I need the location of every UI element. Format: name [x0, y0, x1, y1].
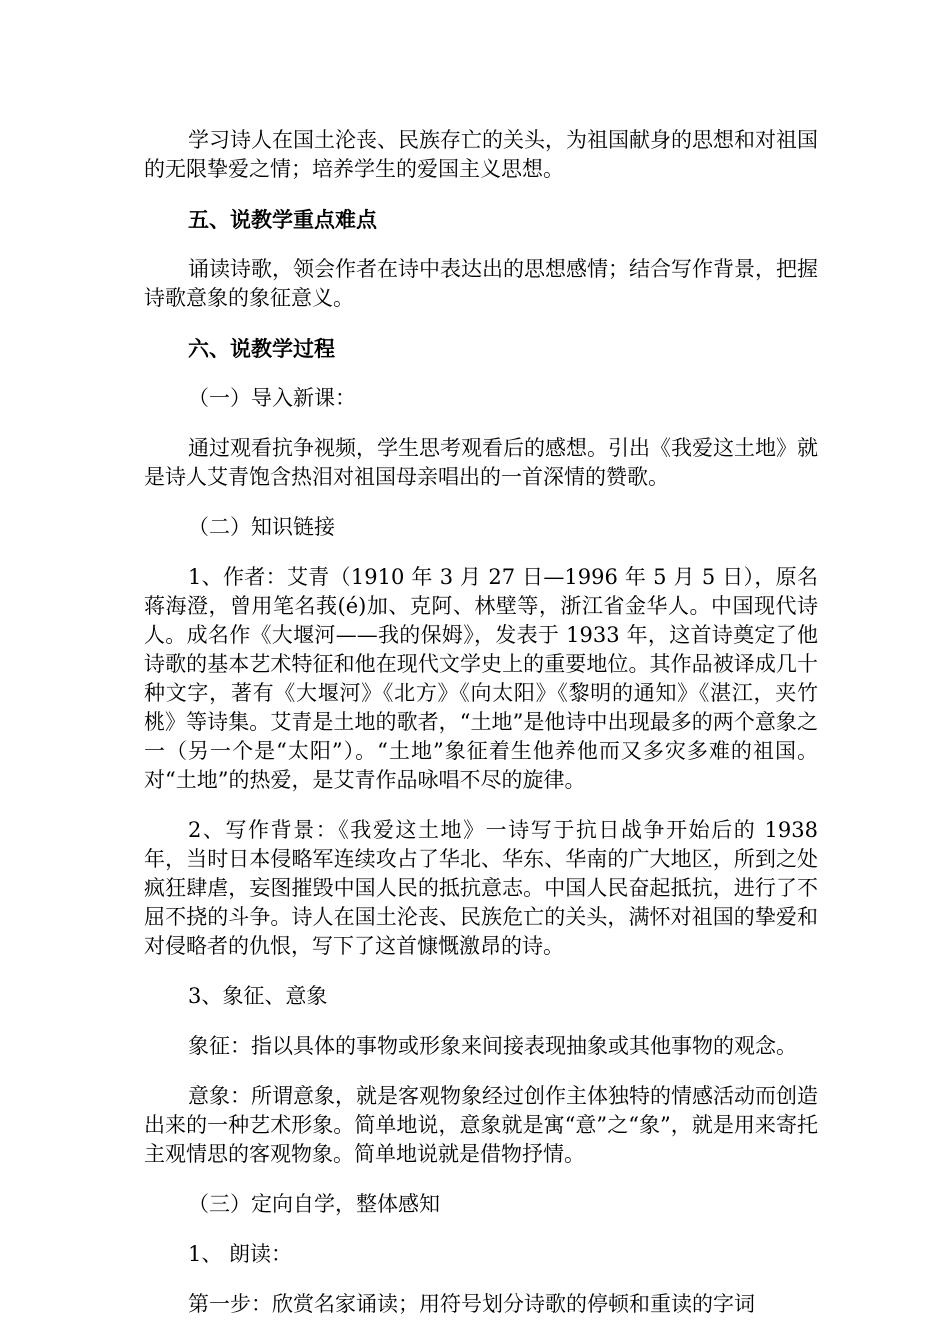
document-page: [144, 126, 818, 1340]
symbol-image-heading: 3、象征、意象: [188, 984, 328, 1008]
reading-step-one: 第一步：欣赏名家诵读；用符号划分诗歌的停顿和重读的字词: [188, 1292, 755, 1316]
goal-paragraph: 学习诗人在国土沦丧、民族存亡的关头，为祖国献身的思想和对祖国的无限挚爱之情；培养学生的爱国主义思想。: [144, 128, 818, 181]
subheading-introduction: （一）导入新课：: [188, 386, 356, 410]
background-paragraph: 2、写作背景：《我爱这土地》一诗写于抗日战争开始后的 1938 年，当时日本侵略军连续攻占了华北、华东、华南的广大地区，所到之处疯狂肆虐，妄图摧毁中国人民的抵抗意志。中国人民奋起抵抗，进行了不屈不挠的斗争。诗人在国土沦丧、民族危亡的关头，满怀对祖国的挚爱和对侵略者的仇恨，写下了这首慷慨激昂的诗。: [144, 818, 818, 958]
section-heading-teaching-process: 六、说教学过程: [188, 336, 335, 361]
reading-item: 1、 朗读：: [188, 1242, 293, 1266]
image-definition: 意象：所谓意象，就是客观物象经过创作主体独特的情感活动而创造出来的一种艺术形象。简单地说，意象就是寓“意”之“象”，就是用来寄托主观情思的客观物象。简单地说就是借物抒情。: [144, 1084, 818, 1166]
subheading-knowledge-links: （二）知识链接: [188, 515, 335, 539]
symbol-definition: 象征：指以具体的事物或形象来间接表现抽象或其他事物的观念。: [188, 1034, 797, 1058]
introduction-paragraph: 通过观看抗争视频，学生思考观看后的感想。引出《我爱这土地》就是诗人艾青饱含热泪对祖国母亲唱出的一首深情的赞歌。: [144, 436, 818, 489]
key-points-paragraph: 诵读诗歌，领会作者在诗中表达出的思想感情；结合写作背景，把握诗歌意象的象征意义。: [144, 257, 818, 310]
author-paragraph: 1、作者：艾青（1910 年 3 月 27 日—1996 年 5 月 5 日），原名蒋海澄，曾用笔名莪(é)加、克阿、林壁等，浙江省金华人。中国现代诗人。成名作《大堰河——我的保姆》，发表于 1933 年，这首诗奠定了他诗歌的基本艺术特征和他在现代文学史上的重要地位。其作品被译成几十种文字，著有《大堰河》《北方》《向太阳》《黎明的通知》《湛江，夹竹桃》等诗集。艾青是土地的歌者，“土地”是他诗中出现最多的两个意象之一（另一个是“太阳”）。“土地”象征着生他养他而又多灾多难的祖国。对“土地”的热爱，是艾青作品咏唱不尽的旋律。: [144, 565, 818, 792]
section-heading-key-points: 五、说教学重点难点: [188, 207, 377, 232]
subheading-self-study: （三）定向自学，整体感知: [188, 1192, 440, 1216]
